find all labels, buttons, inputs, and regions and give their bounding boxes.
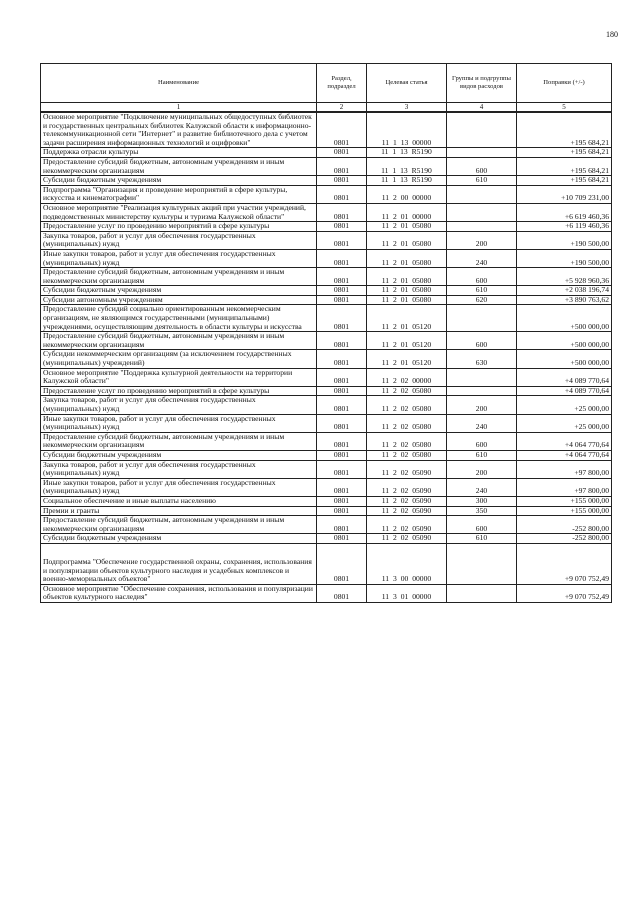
row-name: Субсидии бюджетным учреждениям xyxy=(41,450,317,460)
table-row xyxy=(41,148,612,158)
table-row xyxy=(41,460,612,478)
row-expense-group: 600 xyxy=(447,432,517,450)
row-amount: +195 684,21 xyxy=(517,176,612,186)
row-name: Иные закупки товаров, работ и услуг для обеспечения государственных (муниципальных) нужд xyxy=(41,249,317,267)
row-expense-group xyxy=(447,185,517,203)
row-expense-group: 610 xyxy=(447,450,517,460)
header-group: Группы и подгруппы видов расходов xyxy=(447,64,517,103)
table-row xyxy=(41,350,612,368)
table-row xyxy=(41,112,612,148)
row-amount: +4 064 770,64 xyxy=(517,432,612,450)
row-expense-group: 610 xyxy=(447,286,517,296)
header-index-3: 3 xyxy=(367,103,447,113)
table-row xyxy=(41,295,612,305)
row-section: 0801 xyxy=(317,222,367,232)
row-section: 0801 xyxy=(317,332,367,350)
row-amount: +155 000,00 xyxy=(517,496,612,506)
row-name: Субсидии бюджетным учреждениям xyxy=(41,534,317,544)
row-name: Премии и гранты xyxy=(41,506,317,516)
row-expense-group: 610 xyxy=(447,176,517,186)
row-name: Подпрограмма "Обеспечение государственной охраны, сохранения, использования и популяризации объектов культурного наследия и усадебных комплексов и военно-мемориальных объектов" xyxy=(41,543,317,584)
row-section: 0801 xyxy=(317,286,367,296)
row-target-code: 11 2 01 05080 xyxy=(367,231,447,249)
row-name: Предоставление субсидий социально ориентированным некоммерческим организациям, не являющимся государственными (муниципальными) учреждениями, осуществляющим деятельность в области культуры и искусства xyxy=(41,305,317,332)
row-section: 0801 xyxy=(317,249,367,267)
header-index-4: 4 xyxy=(447,103,517,113)
row-target-code: 11 2 02 05090 xyxy=(367,478,447,496)
row-target-code: 11 2 01 05080 xyxy=(367,249,447,267)
table-row xyxy=(41,268,612,286)
row-amount: +190 500,00 xyxy=(517,249,612,267)
row-section: 0801 xyxy=(317,305,367,332)
row-expense-group: 240 xyxy=(447,414,517,432)
row-expense-group: 620 xyxy=(447,295,517,305)
row-amount: +4 064 770,64 xyxy=(517,450,612,460)
row-name: Предоставление субсидий бюджетным, автономным учреждениям и иным некоммерческим организациям xyxy=(41,332,317,350)
row-section: 0801 xyxy=(317,268,367,286)
row-expense-group: 240 xyxy=(447,478,517,496)
row-expense-group: 600 xyxy=(447,516,517,534)
table-row xyxy=(41,368,612,386)
row-section: 0801 xyxy=(317,112,367,148)
header-index-row xyxy=(41,103,612,113)
row-amount: +195 684,21 xyxy=(517,157,612,175)
row-name: Предоставление субсидий бюджетным, автономным учреждениям и иным некоммерческим организациям xyxy=(41,157,317,175)
row-expense-group xyxy=(447,543,517,584)
row-name: Закупка товаров, работ и услуг для обеспечения государственных (муниципальных) нужд xyxy=(41,396,317,414)
row-section: 0801 xyxy=(317,148,367,158)
header-target: Целевая статья xyxy=(367,64,447,103)
table-row xyxy=(41,386,612,396)
row-section: 0801 xyxy=(317,414,367,432)
row-amount: +3 890 763,62 xyxy=(517,295,612,305)
row-section: 0801 xyxy=(317,432,367,450)
row-amount: +97 800,00 xyxy=(517,478,612,496)
row-expense-group: 350 xyxy=(447,506,517,516)
table-row xyxy=(41,506,612,516)
row-section: 0801 xyxy=(317,396,367,414)
budget-amendments-table xyxy=(40,63,612,603)
row-section: 0801 xyxy=(317,386,367,396)
row-target-code: 11 2 01 05080 xyxy=(367,286,447,296)
row-name: Основное мероприятие "Подключение муниципальных общедоступных библиотек и государственных центральных библиотек Калужской области к информационно-телекоммуникационной сети "Интернет" и развитие библиотечного дела с учетом задачи расширения информационных технологий и оцифровки" xyxy=(41,112,317,148)
table-row xyxy=(41,496,612,506)
row-amount: +195 684,21 xyxy=(517,112,612,148)
row-name: Предоставление субсидий бюджетным, автономным учреждениям и иным некоммерческим организациям xyxy=(41,268,317,286)
row-target-code: 11 2 01 05120 xyxy=(367,350,447,368)
row-section: 0801 xyxy=(317,176,367,186)
row-target-code: 11 2 01 05080 xyxy=(367,268,447,286)
row-name: Закупка товаров, работ и услуг для обеспечения государственных (муниципальных) нужд xyxy=(41,231,317,249)
row-target-code: 11 2 02 05090 xyxy=(367,496,447,506)
row-target-code: 11 2 02 05080 xyxy=(367,450,447,460)
row-expense-group: 610 xyxy=(447,534,517,544)
row-section: 0801 xyxy=(317,534,367,544)
row-target-code: 11 2 02 00000 xyxy=(367,368,447,386)
row-section: 0801 xyxy=(317,231,367,249)
table-row xyxy=(41,332,612,350)
table-row xyxy=(41,203,612,221)
row-expense-group: 600 xyxy=(447,268,517,286)
row-amount: +500 000,00 xyxy=(517,350,612,368)
row-expense-group: 600 xyxy=(447,157,517,175)
row-amount: +4 089 770,64 xyxy=(517,368,612,386)
row-target-code: 11 2 02 05090 xyxy=(367,460,447,478)
row-name: Предоставление услуг по проведению мероприятий в сфере культуры xyxy=(41,386,317,396)
row-target-code: 11 2 02 05090 xyxy=(367,534,447,544)
row-name: Субсидии бюджетным учреждениям xyxy=(41,176,317,186)
header-index-1: 1 xyxy=(41,103,317,113)
row-section: 0801 xyxy=(317,496,367,506)
row-amount: +6 619 460,36 xyxy=(517,203,612,221)
table-row xyxy=(41,305,612,332)
row-amount: +25 000,00 xyxy=(517,396,612,414)
row-expense-group xyxy=(447,305,517,332)
row-name: Предоставление услуг по проведению мероприятий в сфере культуры xyxy=(41,222,317,232)
row-target-code: 11 1 13 R5190 xyxy=(367,157,447,175)
table-row xyxy=(41,396,612,414)
table-body xyxy=(41,112,612,602)
row-target-code: 11 3 01 00000 xyxy=(367,584,447,602)
row-amount: +10 709 231,00 xyxy=(517,185,612,203)
row-section: 0801 xyxy=(317,203,367,221)
header-index-5: 5 xyxy=(517,103,612,113)
row-target-code: 11 2 01 05080 xyxy=(367,222,447,232)
row-expense-group: 600 xyxy=(447,332,517,350)
row-name: Основное мероприятие "Реализация культурных акций при участии учреждений, подведомственных министерству культуры и туризма Калужской области" xyxy=(41,203,317,221)
row-expense-group: 240 xyxy=(447,249,517,267)
row-target-code: 11 2 02 05080 xyxy=(367,414,447,432)
row-target-code: 11 1 13 R5190 xyxy=(367,176,447,186)
row-expense-group xyxy=(447,222,517,232)
row-section: 0801 xyxy=(317,368,367,386)
table-row xyxy=(41,157,612,175)
row-target-code: 11 1 13 R5190 xyxy=(367,148,447,158)
row-name: Социальное обеспечение и иные выплаты населению xyxy=(41,496,317,506)
header-index-2: 2 xyxy=(317,103,367,113)
row-name: Подпрограмма "Организация и проведение мероприятий в сфере культуры, искусства и кинематографии" xyxy=(41,185,317,203)
row-expense-group xyxy=(447,203,517,221)
header-amount: Поправки (+/-) xyxy=(517,64,612,103)
row-target-code: 11 2 01 05120 xyxy=(367,305,447,332)
row-target-code: 11 1 13 00000 xyxy=(367,112,447,148)
table-row xyxy=(41,543,612,584)
row-amount: -252 800,00 xyxy=(517,516,612,534)
row-section: 0801 xyxy=(317,350,367,368)
row-name: Субсидии некоммерческим организациям (за исключением государственных (муниципальных) учреждений) xyxy=(41,350,317,368)
table-row xyxy=(41,286,612,296)
row-target-code: 11 3 00 00000 xyxy=(367,543,447,584)
row-expense-group: 300 xyxy=(447,496,517,506)
table-row xyxy=(41,231,612,249)
row-target-code: 11 2 01 05080 xyxy=(367,295,447,305)
row-name: Основное мероприятие "Поддержка культурной деятельности на территории Калужской области" xyxy=(41,368,317,386)
row-section: 0801 xyxy=(317,157,367,175)
row-expense-group xyxy=(447,386,517,396)
row-section: 0801 xyxy=(317,295,367,305)
row-target-code: 11 2 02 05080 xyxy=(367,386,447,396)
row-name: Иные закупки товаров, работ и услуг для обеспечения государственных (муниципальных) нужд xyxy=(41,414,317,432)
table-row xyxy=(41,249,612,267)
row-name: Поддержка отрасли культуры xyxy=(41,148,317,158)
row-amount: +155 000,00 xyxy=(517,506,612,516)
row-target-code: 11 2 02 05080 xyxy=(367,396,447,414)
row-amount: +500 000,00 xyxy=(517,332,612,350)
row-amount: +6 119 460,36 xyxy=(517,222,612,232)
row-expense-group: 630 xyxy=(447,350,517,368)
row-expense-group: 200 xyxy=(447,460,517,478)
table-row xyxy=(41,176,612,186)
row-target-code: 11 2 02 05090 xyxy=(367,506,447,516)
row-expense-group: 200 xyxy=(447,231,517,249)
row-amount: +2 038 196,74 xyxy=(517,286,612,296)
table-row xyxy=(41,185,612,203)
row-amount: +5 928 960,36 xyxy=(517,268,612,286)
row-name: Субсидии бюджетным учреждениям xyxy=(41,286,317,296)
table-row xyxy=(41,222,612,232)
row-name: Закупка товаров, работ и услуг для обеспечения государственных (муниципальных) нужд xyxy=(41,460,317,478)
row-amount: +500 000,00 xyxy=(517,305,612,332)
row-target-code: 11 2 00 00000 xyxy=(367,185,447,203)
table-row xyxy=(41,478,612,496)
row-amount: +97 800,00 xyxy=(517,460,612,478)
row-name: Предоставление субсидий бюджетным, автономным учреждениям и иным некоммерческим организациям xyxy=(41,432,317,450)
row-section: 0801 xyxy=(317,543,367,584)
header-row xyxy=(41,64,612,103)
row-expense-group xyxy=(447,368,517,386)
row-expense-group xyxy=(447,148,517,158)
row-amount: +9 070 752,49 xyxy=(517,584,612,602)
row-amount: +4 089 770,64 xyxy=(517,386,612,396)
row-expense-group xyxy=(447,584,517,602)
row-section: 0801 xyxy=(317,450,367,460)
table-row xyxy=(41,534,612,544)
row-name: Предоставление субсидий бюджетным, автономным учреждениям и иным некоммерческим организациям xyxy=(41,516,317,534)
row-amount: +190 500,00 xyxy=(517,231,612,249)
row-target-code: 11 2 01 05120 xyxy=(367,332,447,350)
row-section: 0801 xyxy=(317,460,367,478)
row-name: Основное мероприятие "Обеспечение сохранения, использования и популяризации объектов культурного наследия" xyxy=(41,584,317,602)
row-section: 0801 xyxy=(317,584,367,602)
table-row xyxy=(41,584,612,602)
table-row xyxy=(41,414,612,432)
row-section: 0801 xyxy=(317,478,367,496)
row-amount: +25 000,00 xyxy=(517,414,612,432)
row-name: Иные закупки товаров, работ и услуг для обеспечения государственных (муниципальных) нужд xyxy=(41,478,317,496)
row-amount: -252 800,00 xyxy=(517,534,612,544)
row-amount: +195 684,21 xyxy=(517,148,612,158)
row-amount: +9 070 752,49 xyxy=(517,543,612,584)
row-target-code: 11 2 01 00000 xyxy=(367,203,447,221)
table-row xyxy=(41,432,612,450)
row-section: 0801 xyxy=(317,185,367,203)
header-section: Раздел, подраздел xyxy=(317,64,367,103)
page-number: 180 xyxy=(606,30,618,39)
header-name: Наименование xyxy=(41,64,317,103)
row-target-code: 11 2 02 05090 xyxy=(367,516,447,534)
row-section: 0801 xyxy=(317,516,367,534)
table-row xyxy=(41,516,612,534)
row-target-code: 11 2 02 05080 xyxy=(367,432,447,450)
row-expense-group xyxy=(447,112,517,148)
row-name: Субсидии автономным учреждениям xyxy=(41,295,317,305)
row-section: 0801 xyxy=(317,506,367,516)
row-expense-group: 200 xyxy=(447,396,517,414)
table-row xyxy=(41,450,612,460)
